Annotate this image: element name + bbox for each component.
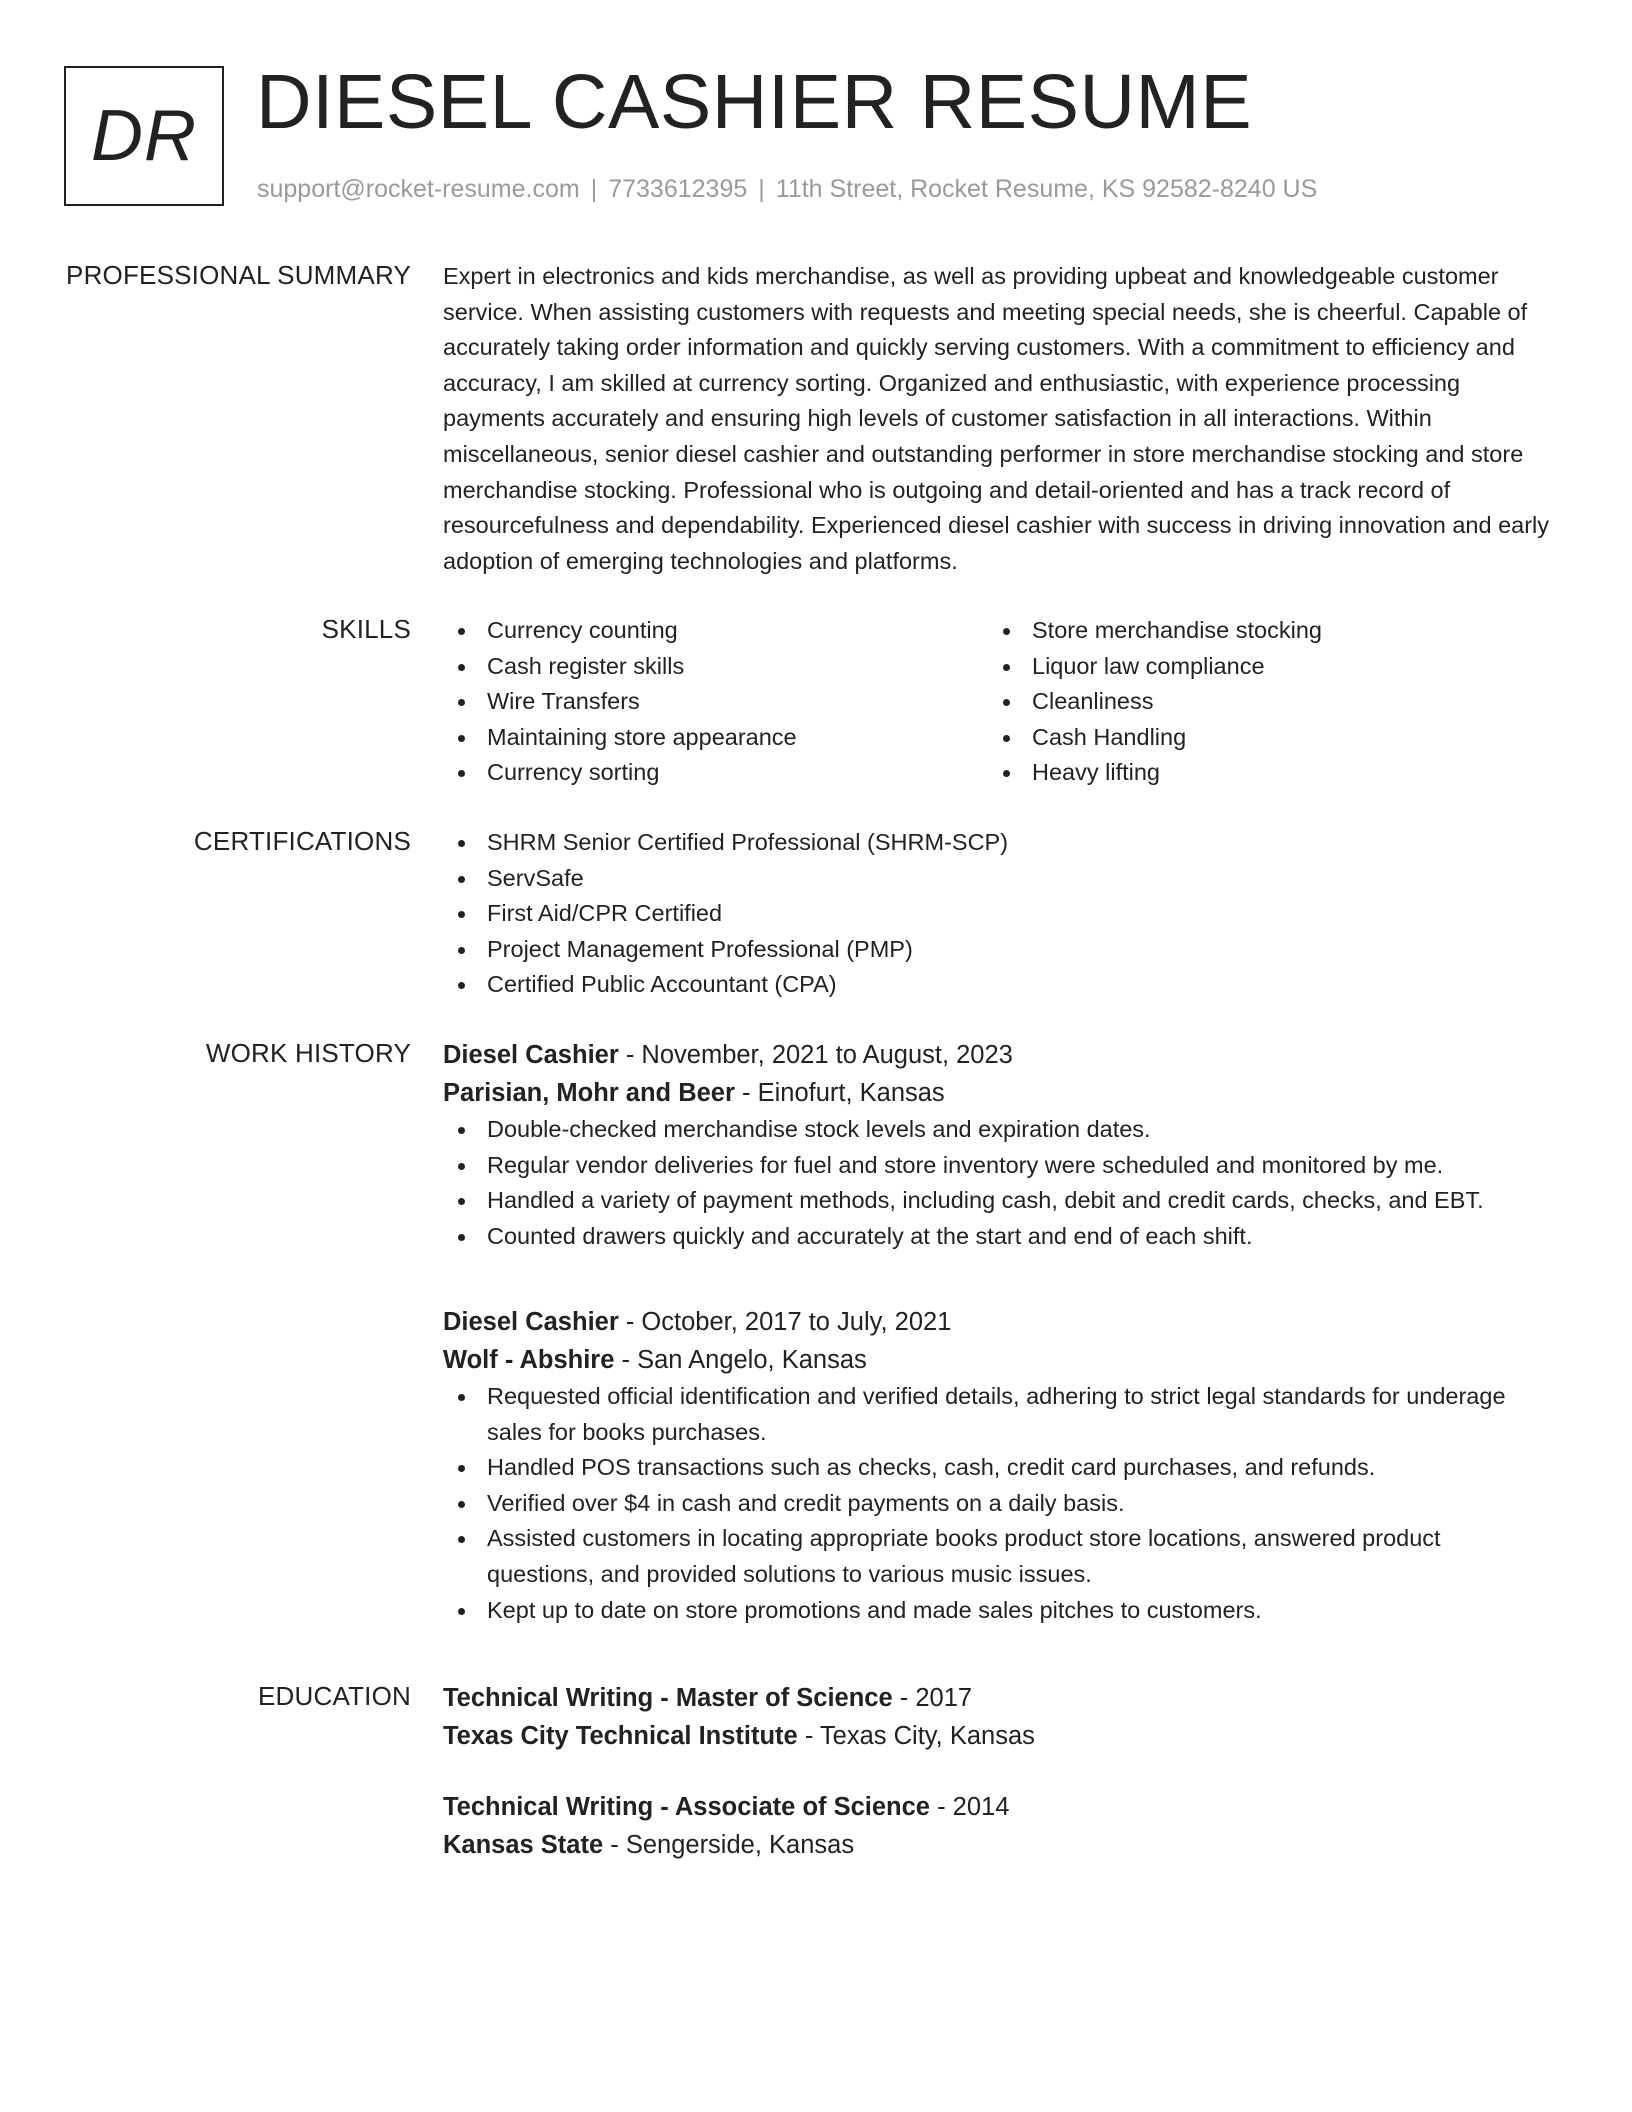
education-degree: Technical Writing - Associate of Science	[443, 1793, 930, 1821]
contact-line	[257, 172, 1317, 206]
certifications-content	[443, 825, 1563, 1003]
skill-item: Store merchandise stocking	[988, 613, 1533, 649]
contact-address: 11th Street, Rocket Resume, KS 92582-8240 US	[775, 175, 1318, 203]
certifications-list	[443, 825, 1563, 1003]
skill-item: Currency sorting	[443, 755, 988, 791]
contact-email: support@rocket-resume.com	[257, 175, 580, 203]
job-duty: Double-checked merchandise stock levels and expiration dates.	[443, 1112, 1563, 1148]
job-duty: Verified over $4 in cash and credit payments on a daily basis.	[443, 1486, 1523, 1522]
job-title-line	[443, 1036, 1563, 1074]
skills-list-left	[443, 613, 988, 791]
education-degree-line	[443, 1788, 1563, 1826]
monogram-badge: DR	[64, 66, 224, 206]
education-school: Texas City Technical Institute	[443, 1722, 798, 1750]
job-role: Diesel Cashier	[443, 1041, 619, 1069]
education-school: Kansas State	[443, 1831, 604, 1859]
education-school-line	[443, 1717, 1563, 1755]
education-school-line	[443, 1826, 1563, 1864]
resume-title: DIESEL CASHIER RESUME	[256, 59, 1253, 145]
job-company-line	[443, 1341, 1563, 1379]
education-year: - 2014	[930, 1793, 1010, 1821]
contact-phone: 7733612395	[608, 175, 748, 203]
certification-item: First Aid/CPR Certified	[443, 896, 1563, 932]
certifications-heading: CERTIFICATIONS	[193, 826, 411, 856]
job-duty: Assisted customers in locating appropriate books product store locations, answered product questions, and provided solutions to various music issues.	[443, 1521, 1523, 1592]
job-duties-list	[443, 1379, 1523, 1628]
certification-item: Certified Public Accountant (CPA)	[443, 967, 1563, 1003]
job-company-line	[443, 1074, 1563, 1112]
skill-item: Heavy lifting	[988, 755, 1533, 791]
education-entry	[443, 1788, 1563, 1864]
summary-heading: PROFESSIONAL SUMMARY	[66, 260, 411, 290]
job-duty: Regular vendor deliveries for fuel and store inventory were scheduled and monitored by me.	[443, 1148, 1563, 1184]
skills-list-right	[988, 613, 1533, 791]
certification-item: Project Management Professional (PMP)	[443, 932, 1563, 968]
summary-text: Expert in electronics and kids merchandise, as well as providing upbeat and knowledgeable customer service. When assisting customers with requests and meeting special needs, she is cheerful. Capable of accurately taking order information and quickly serving customers. With a commitment to efficiency and accuracy, I am skilled at currency sorting. Organized and enthusiastic, with experience processing payments accurately and ensuring high levels of customer satisfaction in all interactions. Within miscellaneous, senior diesel cashier and outstanding performer in store merchandise stocking and store merchandise stocking. Professional who is outgoing and detail-oriented and has a track record of resourcefulness and dependability. Experienced diesel cashier with success in driving innovation and early adoption of emerging technologies and platforms.	[443, 263, 1550, 574]
job-dates: - October, 2017 to July, 2021	[618, 1308, 952, 1336]
education-year: - 2017	[892, 1684, 973, 1712]
job-duty: Handled a variety of payment methods, including cash, debit and credit cards, checks, and EBT.	[443, 1183, 1563, 1219]
job-company: Wolf - Abshire	[443, 1346, 615, 1374]
job-duties-list	[443, 1112, 1563, 1254]
skill-item: Currency counting	[443, 613, 988, 649]
job-duty: Handled POS transactions such as checks, cash, credit card purchases, and refunds.	[443, 1450, 1523, 1486]
job-entry	[443, 1303, 1563, 1628]
contact-separator: |	[590, 175, 598, 203]
skill-item: Maintaining store appearance	[443, 720, 988, 756]
skills-content	[443, 613, 1563, 791]
skill-item: Wire Transfers	[443, 684, 988, 720]
education-degree-line	[443, 1679, 1563, 1717]
education-degree: Technical Writing - Master of Science	[443, 1684, 893, 1712]
contact-separator: |	[758, 175, 765, 203]
job-company: Parisian, Mohr and Beer	[443, 1079, 735, 1107]
certification-item: SHRM Senior Certified Professional (SHRM-SCP)	[443, 825, 1563, 861]
skill-item: Liquor law compliance	[988, 649, 1533, 685]
job-location: - San Angelo, Kansas	[614, 1346, 867, 1374]
job-location: - Einofurt, Kansas	[734, 1079, 945, 1107]
job-title-line	[443, 1303, 1563, 1341]
work-history-heading: WORK HISTORY	[205, 1038, 411, 1068]
job-duty: Kept up to date on store promotions and made sales pitches to customers.	[443, 1593, 1523, 1629]
summary-content	[443, 259, 1563, 579]
job-entry	[443, 1036, 1563, 1254]
job-duty: Counted drawers quickly and accurately at the start and end of each shift.	[443, 1219, 1563, 1255]
education-entry	[443, 1679, 1563, 1755]
skill-item: Cash Handling	[988, 720, 1533, 756]
education-location: - Sengerside, Kansas	[603, 1831, 855, 1859]
certification-item: ServSafe	[443, 861, 1563, 897]
skills-columns	[443, 613, 1563, 791]
education-location: - Texas City, Kansas	[797, 1722, 1035, 1750]
job-duty: Requested official identification and verified details, adhering to strict legal standards for underage sales for books purchases.	[443, 1379, 1523, 1450]
education-heading: EDUCATION	[258, 1681, 411, 1711]
job-dates: - November, 2021 to August, 2023	[618, 1041, 1013, 1069]
skills-heading: SKILLS	[321, 614, 411, 644]
skill-item: Cash register skills	[443, 649, 988, 685]
skill-item: Cleanliness	[988, 684, 1533, 720]
job-role: Diesel Cashier	[443, 1308, 619, 1336]
